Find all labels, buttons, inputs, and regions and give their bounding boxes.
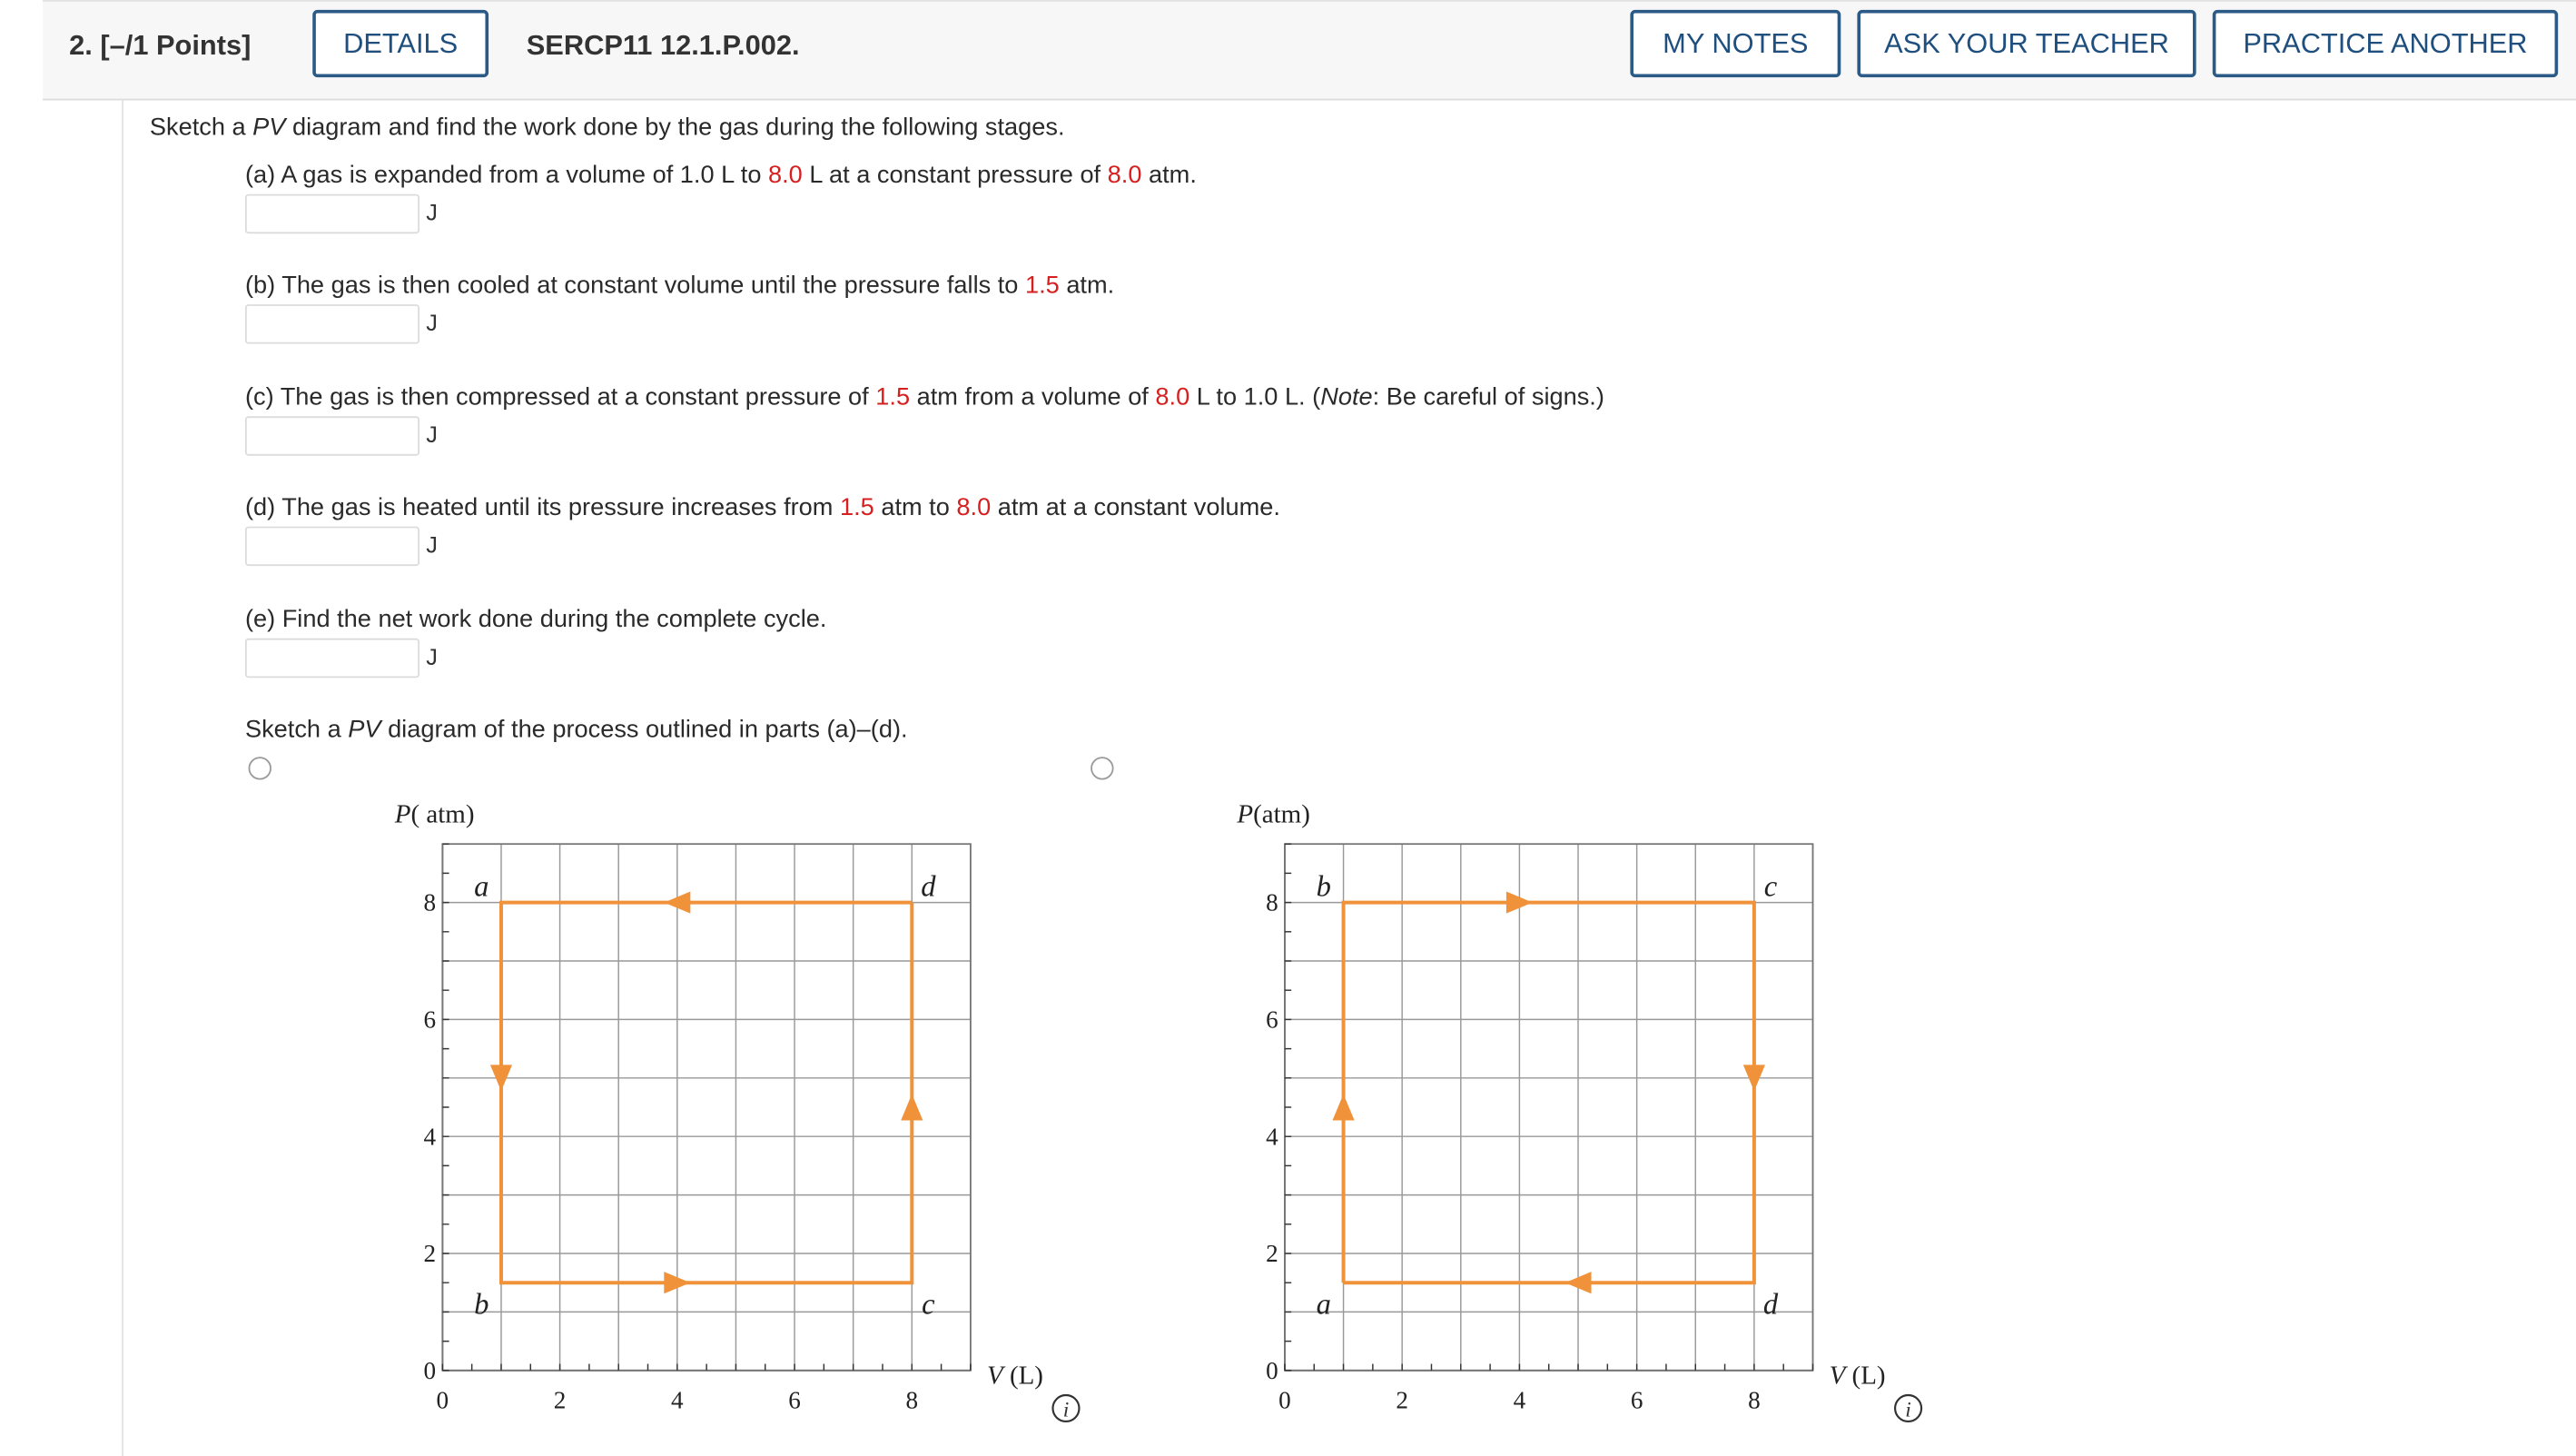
points-label: [–/1 Points] bbox=[100, 29, 252, 62]
option-2-radio[interactable] bbox=[1091, 757, 1113, 779]
part-e-unit: J bbox=[426, 643, 438, 670]
question-number: 2. [–/1 Points] bbox=[69, 29, 252, 62]
part-b-unit: J bbox=[426, 309, 438, 336]
x-tick-label: 6 bbox=[1630, 1386, 1643, 1414]
x-tick-label: 8 bbox=[1748, 1386, 1761, 1414]
cycle-path bbox=[1344, 903, 1754, 1283]
y-axis-label: P( atm) bbox=[394, 799, 475, 829]
info-icon-glyph: i bbox=[1062, 1398, 1070, 1422]
x-tick-label: 4 bbox=[671, 1386, 684, 1414]
y-tick-label: 4 bbox=[1266, 1123, 1278, 1151]
point-label-a: a bbox=[1316, 1288, 1331, 1322]
part-c-answer-input[interactable] bbox=[245, 416, 419, 455]
part-a-text: (a) A gas is expanded from a volume of 1.0 L to 8.0 L at a constant pressure of 8.0 atm. bbox=[244, 161, 1197, 190]
question-id: SERCP11 12.1.P.002. bbox=[526, 29, 800, 62]
part-a-unit: J bbox=[426, 199, 438, 226]
part-e-text: (e) Find the net work done during the complete cycle. bbox=[244, 605, 827, 634]
x-tick-label: 2 bbox=[553, 1386, 567, 1414]
pv-diagram-option-2 bbox=[1218, 789, 1941, 1439]
point-label-c: c bbox=[922, 1288, 935, 1322]
point-label-b: b bbox=[1316, 870, 1331, 904]
x-tick-label: 2 bbox=[1396, 1386, 1408, 1414]
point-label-a: a bbox=[474, 870, 489, 904]
x-tick-label: 8 bbox=[905, 1386, 919, 1414]
pv-diagram-option-1 bbox=[375, 789, 1099, 1439]
plot-frame bbox=[442, 844, 971, 1371]
practice-another-button[interactable]: PRACTICE ANOTHER bbox=[2213, 10, 2558, 77]
part-e-answer-input[interactable] bbox=[245, 639, 419, 678]
y-tick-label: 0 bbox=[423, 1356, 437, 1384]
part-d-answer-input[interactable] bbox=[245, 527, 419, 566]
part-d-unit: J bbox=[426, 531, 438, 559]
point-label-b: b bbox=[474, 1288, 489, 1322]
option-1-radio[interactable] bbox=[249, 757, 271, 779]
part-c-unit: J bbox=[426, 421, 438, 448]
plot-frame bbox=[1285, 844, 1813, 1371]
part-d-text: (d) The gas is heated until its pressure increases from 1.5 atm to 8.0 atm at a constant volume. bbox=[244, 493, 1280, 522]
x-axis-label: V (L) bbox=[987, 1361, 1043, 1391]
point-label-c: c bbox=[1763, 870, 1778, 904]
y-axis-label: P(atm) bbox=[1237, 799, 1310, 829]
details-button[interactable]: DETAILS bbox=[312, 10, 489, 77]
question-header bbox=[43, 0, 2576, 100]
x-tick-label: 4 bbox=[1513, 1386, 1526, 1414]
part-a-answer-input[interactable] bbox=[245, 194, 419, 233]
y-tick-label: 8 bbox=[423, 888, 437, 916]
point-label-d: d bbox=[921, 870, 936, 904]
direction-arrow-up bbox=[901, 1094, 923, 1121]
ask-your-teacher-button[interactable]: ASK YOUR TEACHER bbox=[1857, 10, 2196, 77]
my-notes-button[interactable]: MY NOTES bbox=[1630, 10, 1841, 77]
x-tick-label: 0 bbox=[1278, 1386, 1291, 1414]
cycle-path bbox=[501, 903, 912, 1283]
y-tick-label: 6 bbox=[423, 1005, 437, 1034]
x-tick-label: 0 bbox=[436, 1386, 449, 1414]
part-c-text: (c) The gas is then compressed at a constant pressure of 1.5 atm from a volume of 8.0 L to 1.0 L. (Note: Be careful of signs.) bbox=[244, 383, 1604, 411]
x-tick-label: 6 bbox=[788, 1386, 801, 1414]
y-tick-label: 0 bbox=[1266, 1356, 1278, 1384]
point-label-d: d bbox=[1762, 1288, 1779, 1322]
sketch-prompt: Sketch a PV diagram of the process outlined in parts (a)–(d). bbox=[244, 715, 908, 744]
info-icon-glyph: i bbox=[1905, 1398, 1911, 1422]
part-b-text: (b) The gas is then cooled at constant volume until the pressure falls to 1.5 atm. bbox=[244, 271, 1115, 300]
y-tick-label: 8 bbox=[1266, 888, 1278, 916]
y-tick-label: 2 bbox=[423, 1240, 437, 1268]
x-axis-label: V (L) bbox=[1829, 1361, 1886, 1391]
part-b-answer-input[interactable] bbox=[245, 304, 419, 343]
y-tick-label: 2 bbox=[1266, 1240, 1278, 1268]
y-tick-label: 4 bbox=[423, 1123, 437, 1151]
direction-arrow-up bbox=[1332, 1094, 1354, 1121]
y-tick-label: 6 bbox=[1266, 1005, 1278, 1034]
problem-intro: Sketch a PV diagram and find the work done by the gas during the following stages. bbox=[149, 113, 1065, 142]
